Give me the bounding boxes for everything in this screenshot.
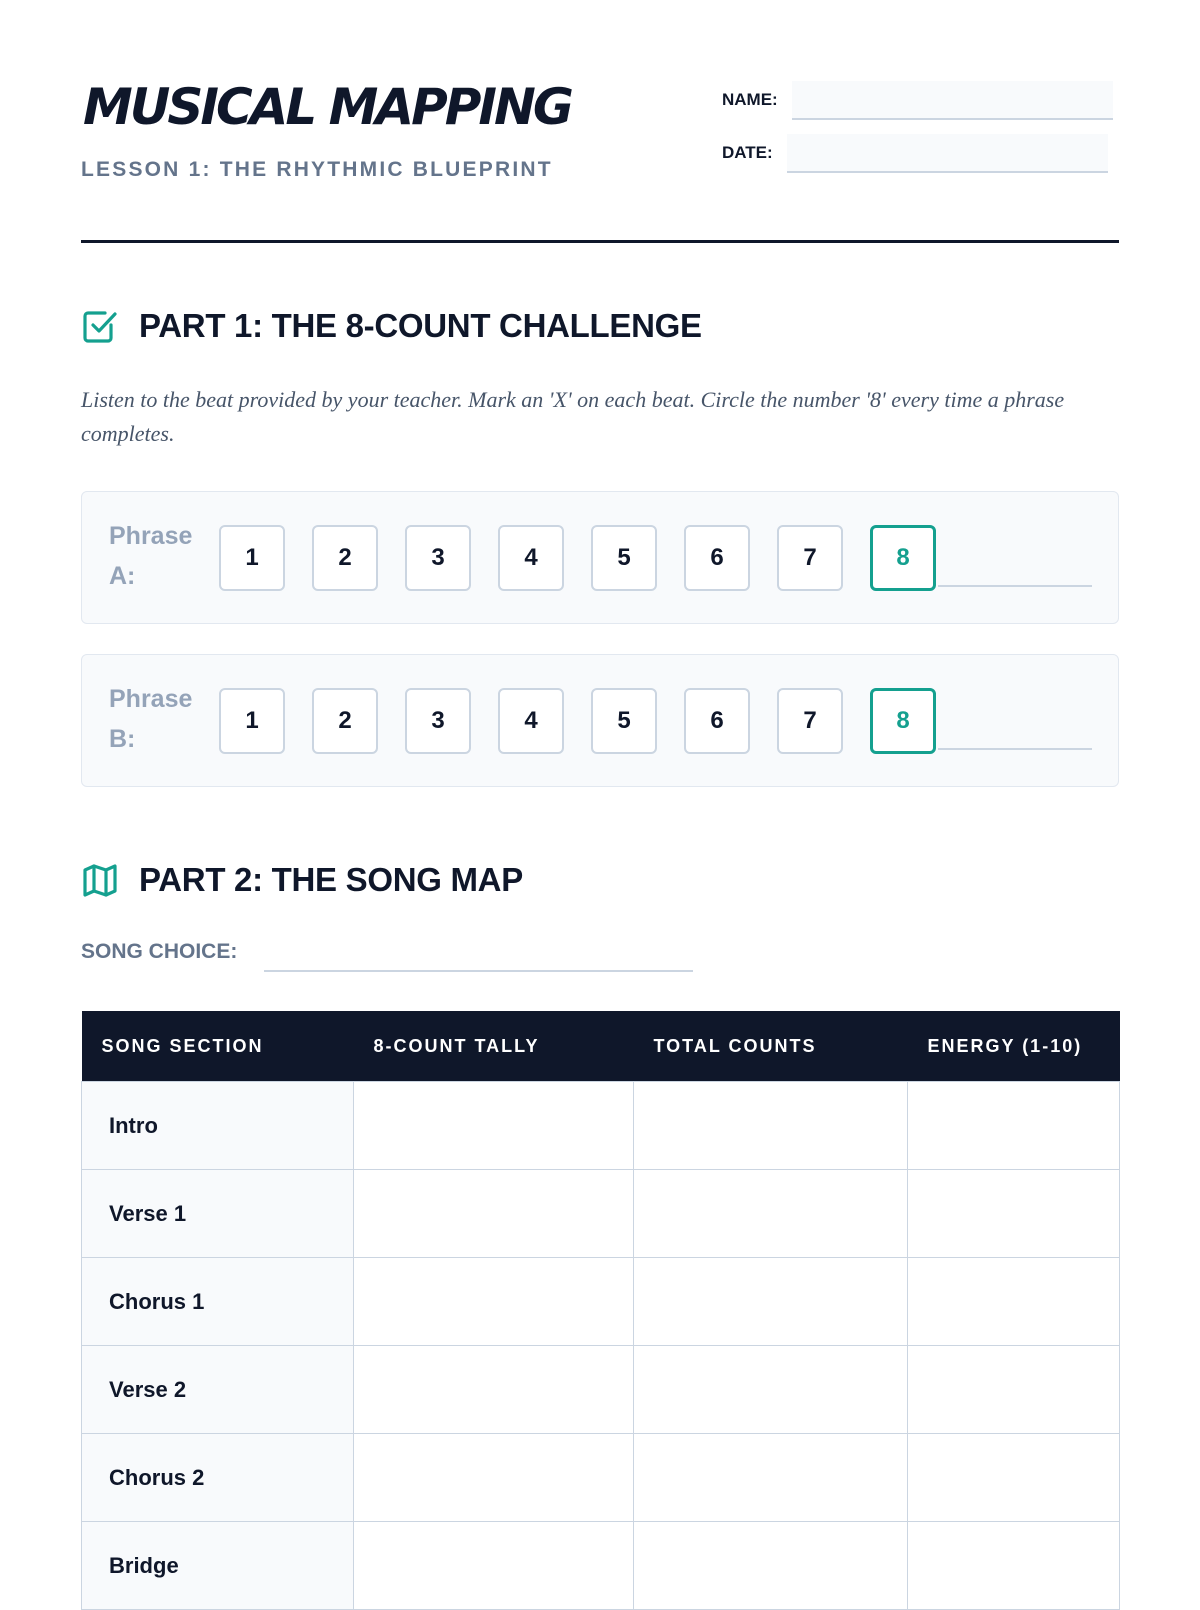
map-icon: [81, 861, 119, 899]
section-cell-intro: Intro: [82, 1082, 354, 1170]
part2-heading: PART 2: THE SONG MAP: [139, 861, 523, 898]
energy-cell[interactable]: [908, 1258, 1120, 1346]
table-row: [82, 1170, 1120, 1258]
tally-cell[interactable]: [354, 1082, 634, 1170]
phrase-a-beat-2[interactable]: 2: [312, 525, 378, 591]
phrase-a-beat-8[interactable]: 8: [870, 525, 936, 591]
phrase-a-beat-3[interactable]: 3: [405, 525, 471, 591]
phrase-b-beat-8[interactable]: 8: [870, 688, 936, 754]
total-counts-cell[interactable]: [634, 1522, 908, 1610]
song-choice-row: [81, 936, 693, 972]
worksheet-page: [81, 0, 1119, 1578]
tally-cell[interactable]: [354, 1434, 634, 1522]
phrase-a-label: Phrase A:: [109, 522, 193, 590]
phrase-a-beat-4[interactable]: 4: [498, 525, 564, 591]
energy-cell[interactable]: [908, 1082, 1120, 1170]
song-map-table: [81, 1011, 1120, 1610]
total-counts-cell[interactable]: [634, 1082, 908, 1170]
phrase-a-line: [938, 585, 1092, 587]
tally-cell[interactable]: [354, 1170, 634, 1258]
phrase-b-box: [81, 654, 1119, 787]
song-choice-input[interactable]: [264, 936, 693, 972]
phrase-b-beat-3[interactable]: 3: [405, 688, 471, 754]
table-header-row: [82, 1011, 1120, 1082]
column-header-8-count-tally: 8-COUNT TALLY: [354, 1011, 634, 1082]
section-cell-bridge: Bridge: [82, 1522, 354, 1610]
part2-heading-row: [81, 861, 523, 899]
table-row: [82, 1434, 1120, 1522]
energy-cell[interactable]: [908, 1522, 1120, 1610]
phrase-b-beat-1[interactable]: 1: [219, 688, 285, 754]
name-label: NAME:: [722, 90, 778, 109]
energy-cell[interactable]: [908, 1434, 1120, 1522]
date-input[interactable]: [787, 134, 1108, 173]
energy-cell[interactable]: [908, 1170, 1120, 1258]
tally-cell[interactable]: [354, 1346, 634, 1434]
table-row: [82, 1082, 1120, 1170]
part1-instructions: Listen to the beat provided by your teacher. Mark an 'X' on each beat. Circle the number '8' every time a phrase completes.: [81, 387, 1065, 446]
total-counts-cell[interactable]: [634, 1170, 908, 1258]
tally-cell[interactable]: [354, 1258, 634, 1346]
checkbox-icon: [81, 307, 119, 345]
phrase-b-beat-7[interactable]: 7: [777, 688, 843, 754]
section-cell-verse-2: Verse 2: [82, 1346, 354, 1434]
column-header-song-section: SONG SECTION: [82, 1011, 354, 1082]
table-row: [82, 1346, 1120, 1434]
part1-heading: PART 1: THE 8-COUNT CHALLENGE: [139, 307, 702, 344]
worksheet-title: MUSICAL MAPPING: [83, 78, 571, 136]
total-counts-cell[interactable]: [634, 1434, 908, 1522]
total-counts-cell[interactable]: [634, 1346, 908, 1434]
table-row: [82, 1522, 1120, 1610]
phrase-b-label: Phrase B:: [109, 685, 193, 753]
table-row: [82, 1258, 1120, 1346]
phrase-b-beat-6[interactable]: 6: [684, 688, 750, 754]
section-cell-verse-1: Verse 1: [82, 1170, 354, 1258]
phrase-b-line: [938, 748, 1092, 750]
section-cell-chorus-1: Chorus 1: [82, 1258, 354, 1346]
date-label: DATE:: [722, 143, 773, 162]
column-header-energy: ENERGY (1-10): [908, 1011, 1120, 1082]
energy-cell[interactable]: [908, 1346, 1120, 1434]
tally-cell[interactable]: [354, 1522, 634, 1610]
phrase-a-beat-1[interactable]: 1: [219, 525, 285, 591]
lesson-subtitle: LESSON 1: THE RHYTHMIC BLUEPRINT: [81, 158, 553, 181]
name-input[interactable]: [792, 81, 1113, 120]
header-divider: [81, 240, 1119, 243]
phrase-b-beat-5[interactable]: 5: [591, 688, 657, 754]
total-counts-cell[interactable]: [634, 1258, 908, 1346]
phrase-a-beat-6[interactable]: 6: [684, 525, 750, 591]
phrase-a-beat-7[interactable]: 7: [777, 525, 843, 591]
section-cell-chorus-2: Chorus 2: [82, 1434, 354, 1522]
song-choice-label: SONG CHOICE:: [81, 940, 238, 963]
worksheet-header: [81, 0, 1119, 245]
column-header-total-counts: TOTAL COUNTS: [634, 1011, 908, 1082]
phrase-a-box: [81, 491, 1119, 624]
part1-heading-row: [81, 307, 702, 345]
name-row: [722, 80, 1113, 120]
phrase-b-beat-4[interactable]: 4: [498, 688, 564, 754]
phrase-b-beat-2[interactable]: 2: [312, 688, 378, 754]
date-row: [722, 133, 1108, 173]
phrase-a-beat-5[interactable]: 5: [591, 525, 657, 591]
